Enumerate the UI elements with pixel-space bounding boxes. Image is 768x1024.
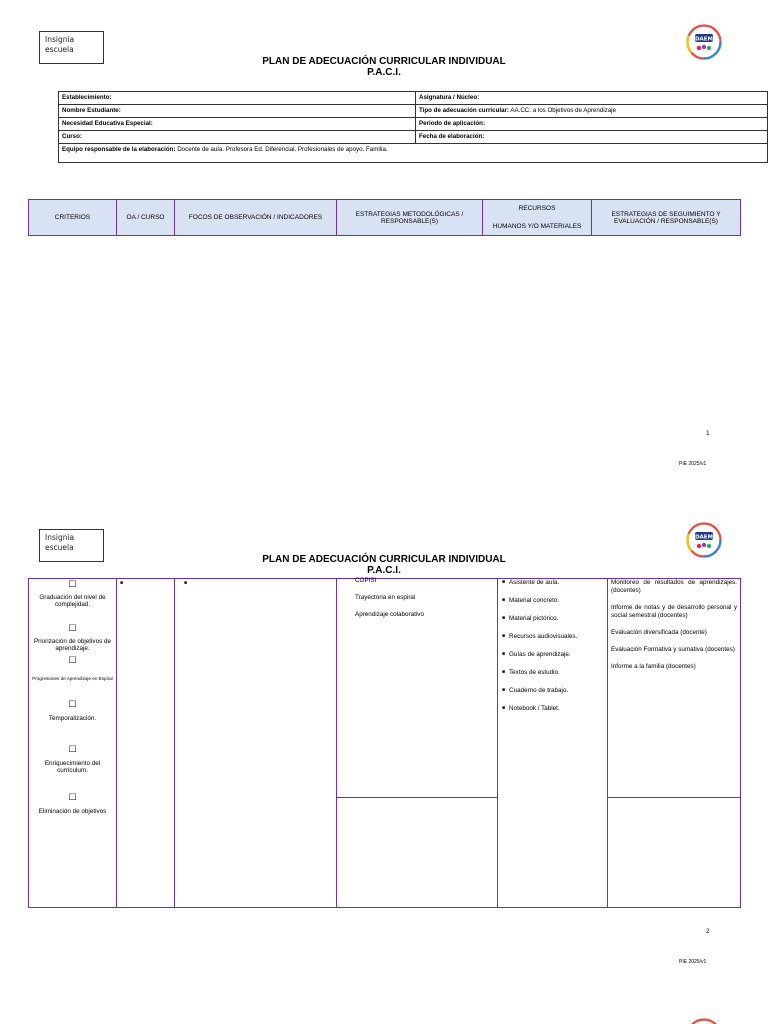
checkbox-icon[interactable]: ☐ — [68, 744, 77, 754]
recurso-item: ■ Guías de aprendizaje. — [502, 651, 604, 658]
oa-curso-header: OA / CURSO — [117, 200, 175, 236]
checkbox-icon[interactable]: ☐ — [68, 792, 77, 802]
recursos-header — [483, 200, 592, 236]
equipo-label: Equipo responsable de la elaboración: — [62, 146, 176, 153]
recurso-item: ■ Textos de estudio. — [502, 669, 604, 676]
recurso-item: ■ Asistente de aula. — [502, 579, 604, 586]
daem-logo — [686, 1018, 722, 1024]
checkbox-icon[interactable]: ☐ — [68, 579, 77, 589]
seguimiento-item: Informe de notas y de desarrollo personal y social semestral (docentes) — [611, 604, 737, 619]
info-table — [58, 91, 768, 163]
criterio-item: ☐ Priorización de objetivos de aprendizaje. — [33, 623, 111, 652]
recurso-item: ■ Material pictórico. — [502, 615, 604, 622]
seguimiento-item: Informe a la familia (docentes) — [611, 663, 696, 670]
equipo-value: Docente de aula. Profesora Ed. Diferencial. Profesionales de apoyo. Familia. — [175, 146, 388, 153]
fecha-label: Fecha de elaboración: — [419, 133, 485, 140]
estrategias-cell — [337, 579, 498, 798]
seguimiento-cell — [608, 579, 741, 798]
page-number: 1 — [706, 430, 710, 437]
recursos-header-bottom: HUMANOS Y/O MATERIALES — [492, 223, 582, 230]
footer-version: PIE 2025/v1 — [679, 461, 707, 467]
criterio-item: ☐ Graduación del nivel de complejidad. — [32, 579, 113, 608]
focos-cell — [175, 579, 337, 908]
page-title: PLAN DE ADECUACIÓN CURRICULAR INDIVIDUAL — [262, 554, 506, 565]
seguimiento-item: Evaluación diversificada (docente) — [611, 629, 707, 636]
recurso-item: ■ Material concreto. — [502, 597, 604, 604]
seguimiento-empty-cell — [608, 798, 741, 908]
recursos-cell — [498, 579, 608, 908]
estrategias-empty-cell — [337, 798, 498, 908]
bullet-icon: ■ — [184, 580, 188, 586]
page-subtitle: P.A.C.I. — [367, 67, 401, 78]
tipo-adecuacion-label: Tipo de adecuación curricular: — [419, 107, 509, 114]
establecimiento-label: Establecimiento: — [62, 94, 112, 101]
criterio-item: ☐ Enriquecimiento del curriculum. — [32, 744, 113, 774]
footer-version: PIE 2025/v1 — [679, 959, 707, 965]
seguimiento-header: ESTRATEGIAS DE SEGUIMIENTO Y EVALUACIÓN / RESPONSABLE(S) — [592, 200, 741, 236]
insignia-escuela-box: Insignia escuela — [39, 31, 104, 64]
recursos-list — [502, 579, 604, 712]
seguimiento-item: Monitoreo de resultados de aprendizajes. (docentes) — [611, 579, 737, 594]
criterio-item: ☐ Eliminación de objetivos — [32, 792, 113, 815]
daem-logo — [686, 24, 720, 58]
nombre-estudiante-label: Nombre Estudiante: — [62, 107, 121, 114]
daem-logo — [686, 522, 720, 556]
criterio-item: ☐ Temporalización. — [32, 699, 113, 722]
necesidad-label: Necesidad Educativa Especial: — [62, 120, 153, 127]
estrategia-item: Trayectoria en espiral — [355, 594, 416, 601]
recursos-header-top: RECURSOS — [518, 205, 556, 212]
criterio-item: ☐ Progresiones de Aprendizaje en Espiral — [32, 655, 113, 681]
header-row-table — [28, 199, 741, 236]
estrategia-item: COPISI — [355, 577, 377, 584]
oa-curso-cell — [117, 579, 175, 908]
page-title: PLAN DE ADECUACIÓN CURRICULAR INDIVIDUAL — [262, 56, 506, 67]
insignia-escuela-box: Insignia escuela — [39, 529, 104, 562]
focos-header: FOCOS DE OBSERVACIÓN / INDICADORES — [175, 200, 337, 236]
checkbox-icon[interactable]: ☐ — [68, 623, 77, 633]
bullet-icon: ■ — [120, 580, 124, 586]
seguimiento-item: Evaluación Formativa y sumativa (docentes) — [611, 646, 735, 653]
svg-text:DAEM: DAEM — [694, 534, 714, 541]
checkbox-icon[interactable]: ☐ — [68, 699, 77, 709]
recurso-item: ■ Recursos audiovisuales. — [502, 633, 604, 640]
recurso-item: ■ Notebook / Tablet. — [502, 705, 604, 712]
recurso-item: ■ Cuaderno de trabajo. — [502, 687, 604, 694]
svg-text:DAEM: DAEM — [694, 36, 714, 43]
estrategia-item: Aprendizaje colaborativo — [355, 611, 424, 618]
periodo-label: Periodo de aplicación: — [419, 120, 486, 127]
criterios-cell — [29, 579, 117, 908]
paci-body-table — [28, 578, 741, 908]
asignatura-label: Asignatura / Núcleo: — [419, 94, 480, 101]
checkbox-icon[interactable]: ☐ — [68, 655, 77, 665]
criterios-header: CRITERIOS — [29, 200, 117, 236]
page-number: 2 — [706, 928, 710, 935]
curso-label: Curso: — [62, 133, 82, 140]
page-subtitle: P.A.C.I. — [367, 565, 401, 576]
estrategias-header: ESTRATEGIAS METODOLÓGICAS / RESPONSABLE(S) — [337, 200, 483, 236]
tipo-adecuacion-value: AA.CC. a los Objetivos de Aprendizaje — [508, 107, 616, 114]
